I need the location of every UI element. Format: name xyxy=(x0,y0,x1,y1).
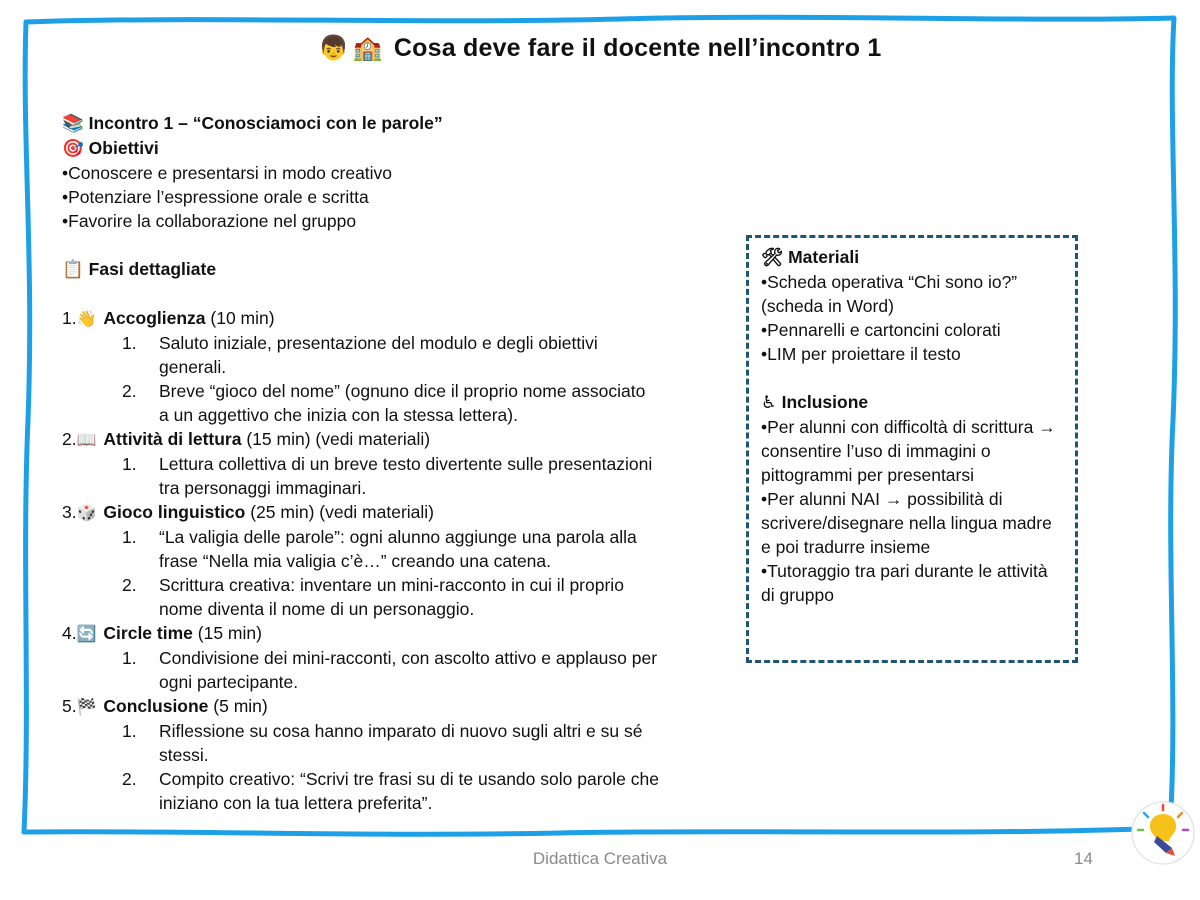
materiali-item: •Scheda operativa “Chi sono io?” (scheda in Word) xyxy=(761,272,1018,316)
inclusione-heading: ♿ Inclusione xyxy=(761,392,869,413)
obiettivi-heading-text: Obiettivi xyxy=(88,138,159,158)
sub-step: 1. Condivisione dei mini-racconti, con ascolto attivo e applauso per ogni partecipante. xyxy=(122,648,658,692)
obiettivi-heading xyxy=(62,136,702,161)
dice-icon: 🎲 xyxy=(76,503,97,522)
checkered-flag-icon: 🏁 xyxy=(76,697,97,716)
lesson-plan xyxy=(62,111,702,815)
books-icon: 📚 xyxy=(62,114,84,134)
step-lettura: 2.📖 Attività di lettura (15 min) (vedi materiali) xyxy=(62,429,431,449)
repeat-icon: 🔄 xyxy=(76,624,97,643)
materiali-item: •LIM per proiettare il testo xyxy=(761,344,961,364)
obiettivo-item: •Favorire la collaborazione nel gruppo xyxy=(62,211,357,231)
step-gioco: 3.🎲 Gioco linguistico (25 min) (vedi materiali) xyxy=(62,502,435,522)
footer-title: Didattica Creativa xyxy=(532,849,668,868)
obiettivo-item: •Conoscere e presentarsi in modo creativo xyxy=(62,163,393,183)
obiettivo-item: •Potenziare l’espressione orale e scritta xyxy=(62,187,369,207)
target-icon: 🎯 xyxy=(62,139,84,159)
fasi-heading-text: Fasi dettagliate xyxy=(88,259,217,279)
inclusione-item: •Per alunni NAI → possibilità di scrivere/disegnare nella lingua madre e poi tradurre insieme xyxy=(761,489,1052,557)
sub-step: 1. Lettura collettiva di un breve testo divertente sulle presentazioni tra personaggi immaginari. xyxy=(122,454,653,498)
page-title-text: Cosa deve fare il docente nell’incontro 1 xyxy=(393,34,882,62)
clipboard-icon: 📋 xyxy=(62,260,84,280)
step-circle-time: 4.🔄 Circle time (15 min) xyxy=(62,623,262,643)
page-number: 14 xyxy=(1074,849,1093,868)
school-icon: 🏫 xyxy=(352,34,383,62)
waving-hand-icon: 👋 xyxy=(76,309,97,328)
sub-step: 2. Compito creativo: “Scrivi tre frasi su di te usando solo parole che iniziano con la tua lettera preferita”. xyxy=(122,769,659,813)
materiali-item: •Pennarelli e cartoncini colorati xyxy=(761,320,1001,340)
step-conclusione: 5.🏁 Conclusione (5 min) xyxy=(62,696,268,716)
materiali-heading: 🛠 Materiali xyxy=(761,247,860,268)
page-title xyxy=(0,34,1200,63)
open-book-icon: 📖 xyxy=(76,430,97,449)
sub-step: 2. Breve “gioco del nome” (ognuno dice il proprio nome associato a un aggettivo che inizia con la stessa lettera). xyxy=(122,381,646,425)
sub-step: 1. Saluto iniziale, presentazione del modulo e degli obiettivi generali. xyxy=(122,333,598,377)
boy-face-icon: 👦 xyxy=(318,34,349,62)
tools-icon: 🛠 xyxy=(761,248,784,268)
sub-step: 2. Scrittura creativa: inventare un mini-racconto in cui il proprio nome diventa il nome di un personaggio. xyxy=(122,575,624,619)
sub-step: 1. “La valigia delle parole”: ogni alunno aggiunge una parola alla frase “Nella mia valigia c’è…” creando una catena. xyxy=(122,527,637,571)
inclusione-item: •Per alunni con difficoltà di scrittura → consentire l’uso di immagini o pittogrammi per presentarsi xyxy=(761,417,1056,485)
step-accoglienza: 1.👋 Accoglienza (10 min) xyxy=(62,308,275,328)
wheelchair-icon: ♿ xyxy=(761,393,777,413)
fasi-heading xyxy=(62,257,702,282)
materiali-inclusione-box xyxy=(746,235,1078,663)
incontro-heading xyxy=(62,111,702,136)
sub-step: 1. Riflessione su cosa hanno imparato di nuovo sugli altri e su sé stessi. xyxy=(122,721,643,765)
incontro-title: Incontro 1 – “Conosciamoci con le parole” xyxy=(88,113,443,133)
inclusione-item: •Tutoraggio tra pari durante le attività di gruppo xyxy=(761,561,1048,605)
lightbulb-pencil-icon xyxy=(1130,800,1196,866)
